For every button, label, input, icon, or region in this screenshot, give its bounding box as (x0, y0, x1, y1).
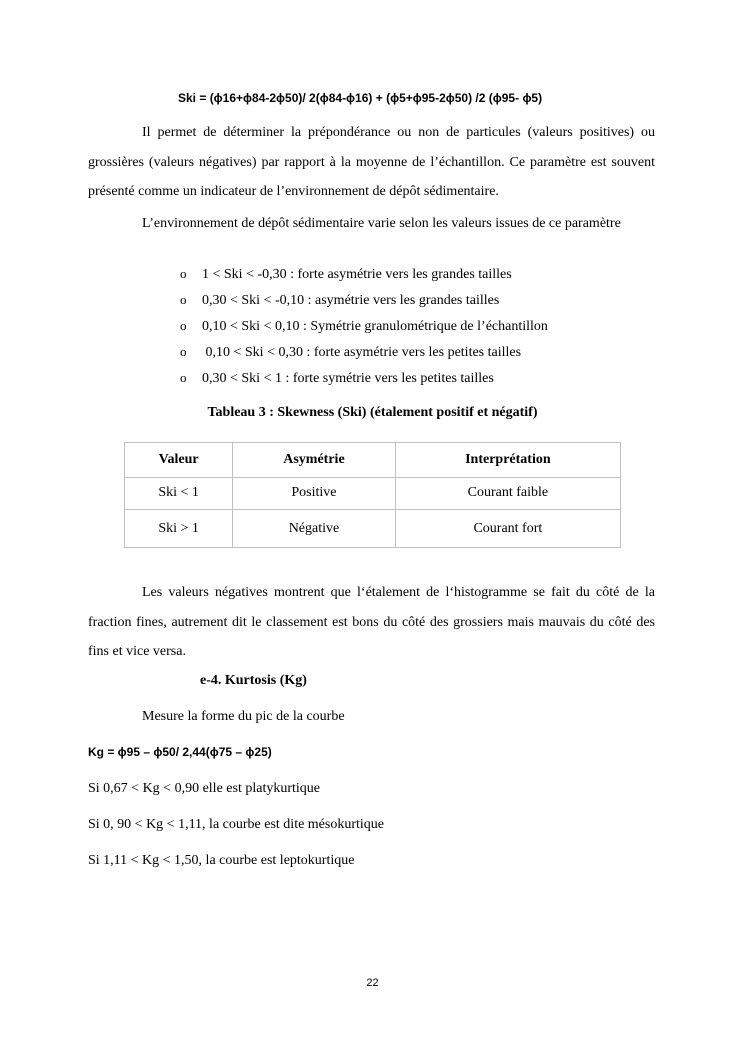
paragraph-negative-values (88, 578, 655, 667)
bullet-marker: o (180, 344, 187, 359)
kurtosis-line: Si 0,67 < Kg < 0,90 elle est platykurtique (88, 781, 320, 796)
table-row (125, 478, 621, 510)
paragraph-environment (88, 209, 655, 239)
table-cell: Ski > 1 (125, 510, 233, 548)
skewness-table (124, 442, 621, 548)
list-item (180, 370, 494, 387)
paragraph-negative-values-text: Les valeurs négatives montrent que l‘étalement de l‘histogramme se fait du côté de la fraction fines, autrement dit le classement est bons du côté des grossiers mais mauvais du côté des fins et vice versa. (88, 585, 655, 659)
table-row (125, 510, 621, 548)
table-cell: Courant fort (395, 510, 620, 548)
table-cell: Positive (233, 478, 395, 510)
table-cell: Courant faible (395, 478, 620, 510)
kurtosis-intro: Mesure la forme du pic de la courbe (142, 709, 345, 724)
kurtosis-line: Si 0, 90 < Kg < 1,11, la courbe est dite mésokurtique (88, 817, 385, 832)
bullet-marker: o (180, 266, 187, 281)
list-item (180, 344, 521, 361)
list-item-text: 1 < Ski < -0,30 : forte asymétrie vers les grandes tailles (202, 267, 512, 282)
list-item (180, 266, 512, 283)
section-heading-kurtosis: e-4. Kurtosis (Kg) (200, 673, 307, 688)
table-header-cell: Valeur (125, 443, 233, 478)
list-item-text: 0,10 < Ski < 0,10 : Symétrie granulométrique de l’échantillon (202, 319, 548, 334)
bullet-marker: o (180, 370, 187, 385)
table-cell: Ski < 1 (125, 478, 233, 510)
list-item-text: 0,30 < Ski < 1 : forte symétrie vers les petites tailles (202, 371, 494, 386)
list-item-text: 0,10 < Ski < 0,30 : forte asymétrie vers les petites tailles (202, 345, 522, 360)
paragraph-environment-text: L’environnement de dépôt sédimentaire varie selon les valeurs issues de ce paramètre (142, 216, 621, 231)
bullet-marker: o (180, 292, 187, 307)
table-cell: Négative (233, 510, 395, 548)
list-item (180, 318, 548, 335)
kg-formula: Kg = ϕ95 – ϕ50/ 2,44(ϕ75 – ϕ25) (88, 745, 272, 759)
table-header-cell: Interprétation (395, 443, 620, 478)
paragraph-ski-definition (88, 118, 655, 207)
list-item-text: 0,30 < Ski < -0,10 : asymétrie vers les grandes tailles (202, 293, 500, 308)
table-header-row (125, 443, 621, 478)
table-header-cell: Asymétrie (233, 443, 395, 478)
page-number: 22 (366, 977, 379, 989)
list-item (180, 292, 499, 309)
kurtosis-line: Si 1,11 < Kg < 1,50, la courbe est leptokurtique (88, 853, 355, 868)
table-caption: Tableau 3 : Skewness (Ski) (étalement positif et négatif) (207, 405, 538, 420)
bullet-marker: o (180, 318, 187, 333)
ski-formula: Ski = (ϕ16+ϕ84-2ϕ50)/ 2(ϕ84-ϕ16) + (ϕ5+ϕ95-2ϕ50) /2 (ϕ95- ϕ5) (178, 91, 543, 105)
paragraph-ski-definition-text: Il permet de déterminer la prépondérance ou non de particules (valeurs positives) ou grossières (valeurs négatives) par rapport à la moyenne de l’échantillon. Ce paramètre est souvent présenté comme un indicateur de l’environnement de dépôt sédimentaire. (88, 125, 655, 199)
